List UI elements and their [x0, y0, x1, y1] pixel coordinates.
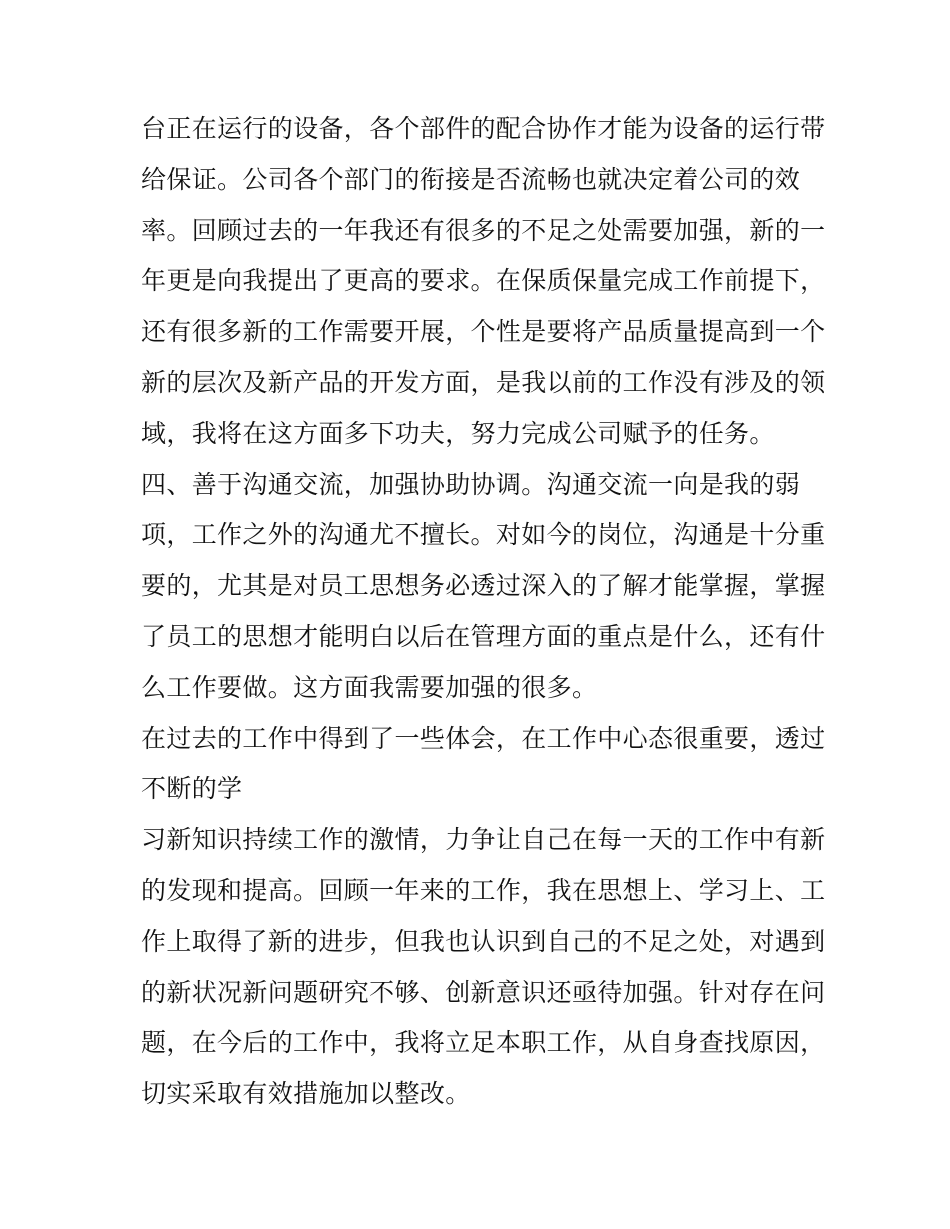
text-line: 作上取得了新的进步，但我也认识到自己的不足之处，对遇到 [141, 926, 826, 956]
text-line: 在过去的工作中得到了一些体会，在工作中心态很重要，透过 [141, 723, 826, 753]
text-line: 台正在运行的设备，各个部件的配合协作才能为设备的运行带 [141, 114, 826, 143]
text-line: 了员工的思想才能明白以后在管理方面的重点是什么，还有什 [141, 621, 826, 651]
text-line: 切实采取有效措施加以整改。 [141, 1079, 471, 1109]
text-line: 还有很多新的工作需要开展，个性是要将产品质量提高到一个 [141, 317, 826, 347]
text-line: 新的层次及新产品的开发方面，是我以前的工作没有涉及的领 [141, 367, 826, 397]
text-line: 四、善于沟通交流，加强协助协调。沟通交流一向是我的弱 [141, 469, 801, 499]
text-line: 的新状况新问题研究不够、创新意识还亟待加强。针对存在问 [141, 977, 826, 1007]
text-line: 要的，尤其是对员工思想务必透过深入的了解才能掌握，掌握 [141, 571, 826, 601]
text-line: 的发现和提高。回顾一年来的工作，我在思想上、学习上、工 [141, 875, 826, 905]
text-line: 域，我将在这方面多下功夫，努力完成公司赋予的任务。 [141, 418, 775, 448]
text-line: 项，工作之外的沟通尤不擅长。对如今的岗位，沟通是十分重 [141, 520, 826, 550]
text-line: 给保证。公司各个部门的衔接是否流畅也就决定着公司的效 [141, 164, 801, 194]
text-line: 年更是向我提出了更高的要求。在保质保量完成工作前提下， [141, 266, 826, 296]
text-line: 么工作要做。这方面我需要加强的很多。 [141, 672, 598, 702]
text-line: 不断的学 [141, 774, 243, 804]
body-text [141, 104, 826, 1120]
text-line: 习新知识持续工作的激情，力争让自己在每一天的工作中有新 [141, 825, 826, 855]
text-line: 率。回顾过去的一年我还有很多的不足之处需要加强，新的一 [141, 215, 826, 245]
text-line: 题，在今后的工作中，我将立足本职工作，从自身查找原因， [141, 1028, 826, 1058]
